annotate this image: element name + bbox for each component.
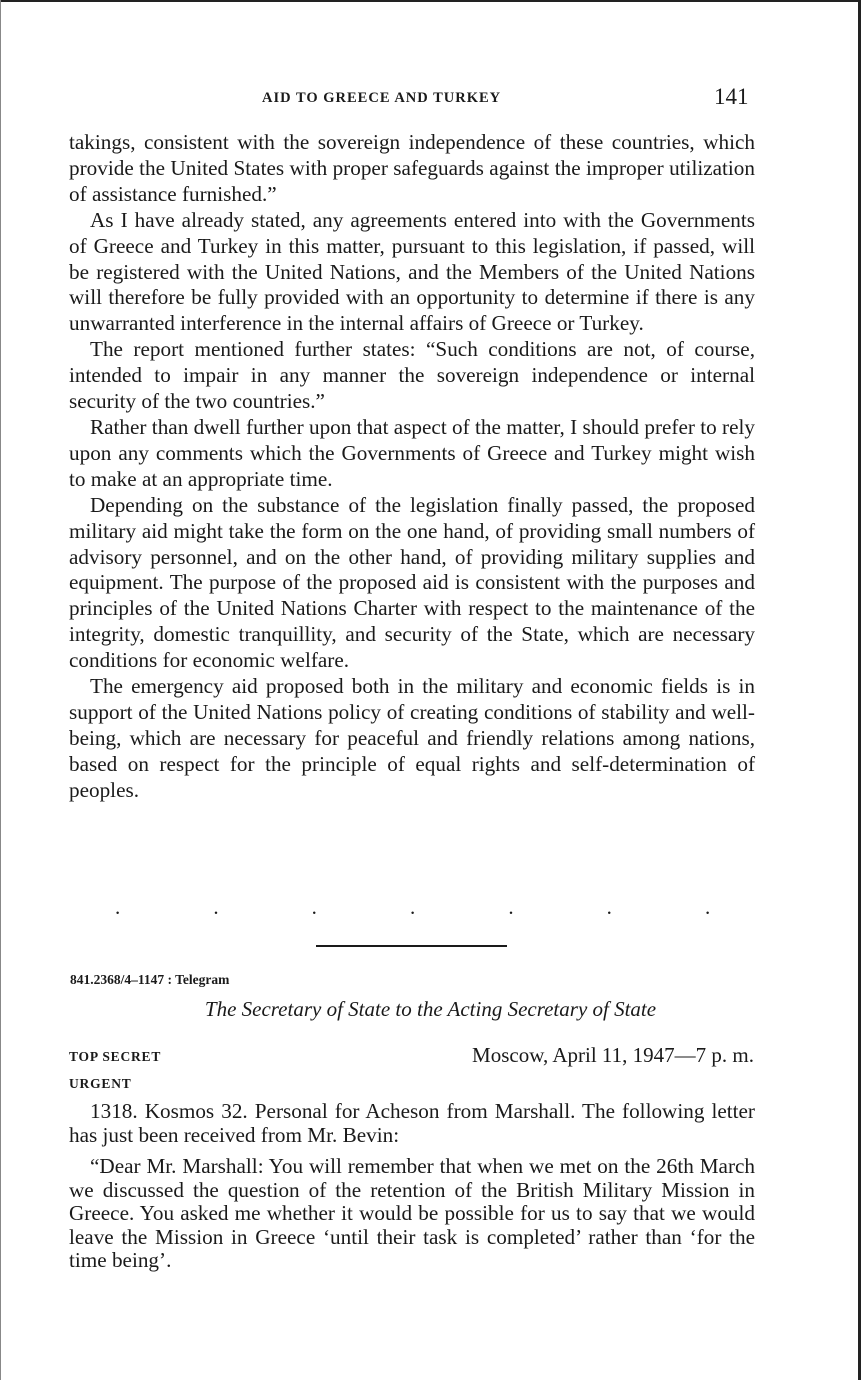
paragraph: Rather than dwell further upon that aspect of the matter, I should prefer to rely upon any comments which the Governments of Greece and Turkey might wish to make at an appropriate time. [69,414,755,491]
omission-dot: . [704,895,711,919]
main-text-block [69,130,755,804]
paragraph-continued: takings, consistent with the sovereign independence of these countries, which provide the United States with proper safeguards against the improper utilization of assistance furnished.” [69,130,755,206]
running-header-title: AID TO GREECE AND TURKEY [262,90,502,106]
page-left-edge [0,0,1,1380]
document-title: The Secretary of State to the Acting Secretary of State [204,997,657,1021]
omission-dot: . [213,895,219,919]
omission-dot: . [409,895,416,919]
paragraph: The report mentioned further states: “Such conditions are not, of course, intended to impair in any manner the sovereign independence or internal security of the two countries.” [69,337,755,414]
paragraph: As I have already stated, any agreements entered into with the Governments of Greece and Turkey in this matter, pursuant to this legislation, if passed, will be registered with the United Nations, and the Members of the United Nations will therefore be fully provided with an opportunity to determine if there is any unwarranted interference in the internal affairs of Greece or Turkey. [69,207,755,336]
omission-dot: . [606,895,612,919]
telegram-text-block [69,1100,755,1281]
page-top-edge [0,0,861,2]
paragraph: 1318. Kosmos 32. Personal for Acheson from Marshall. The following letter has just been received from Mr. Bevin: [69,1099,755,1147]
omission-dot: . [311,895,317,919]
priority-label: URGENT [69,1076,132,1091]
page-number: 141 [714,84,749,109]
paragraph: Depending on the substance of the legislation finally passed, the proposed military aid might take the form on the one hand, of providing small numbers of advisory personnel, and on the other hand, of providing military supplies and equipment. The purpose of the proposed aid is consistent with the purposes and principles of the United Nations Charter with respect to the maintenance of the integrity, domestic tranquillity, and security of the State, which are necessary conditions for economic welfare. [69,492,755,673]
paragraph: “Dear Mr. Marshall: You will remember that when we met on the 26th March we discussed the question of the retention of the British Military Mission in Greece. You asked me whether it would be possible for us to say that we would leave the Mission in Greece ‘until their task is completed’ rather than ‘for the time being’. [69,1154,755,1272]
omission-dots [69,895,755,920]
file-reference: 841.2368/4–1147 : Telegram [70,972,230,987]
dateline: Moscow, April 11, 1947—7 p. m. [472,1043,754,1067]
omission-dot: . [115,895,121,919]
omission-dot: . [508,895,514,919]
paragraph: The emergency aid proposed both in the military and economic fields is in support of the United Nations policy of creating conditions of stability and well-being, which are necessary for peaceful and friendly relations among nations, based on respect for the principle of equal rights and self-determination of peoples. [69,674,755,802]
classification-label: TOP SECRET [69,1049,162,1064]
section-divider [316,945,507,947]
